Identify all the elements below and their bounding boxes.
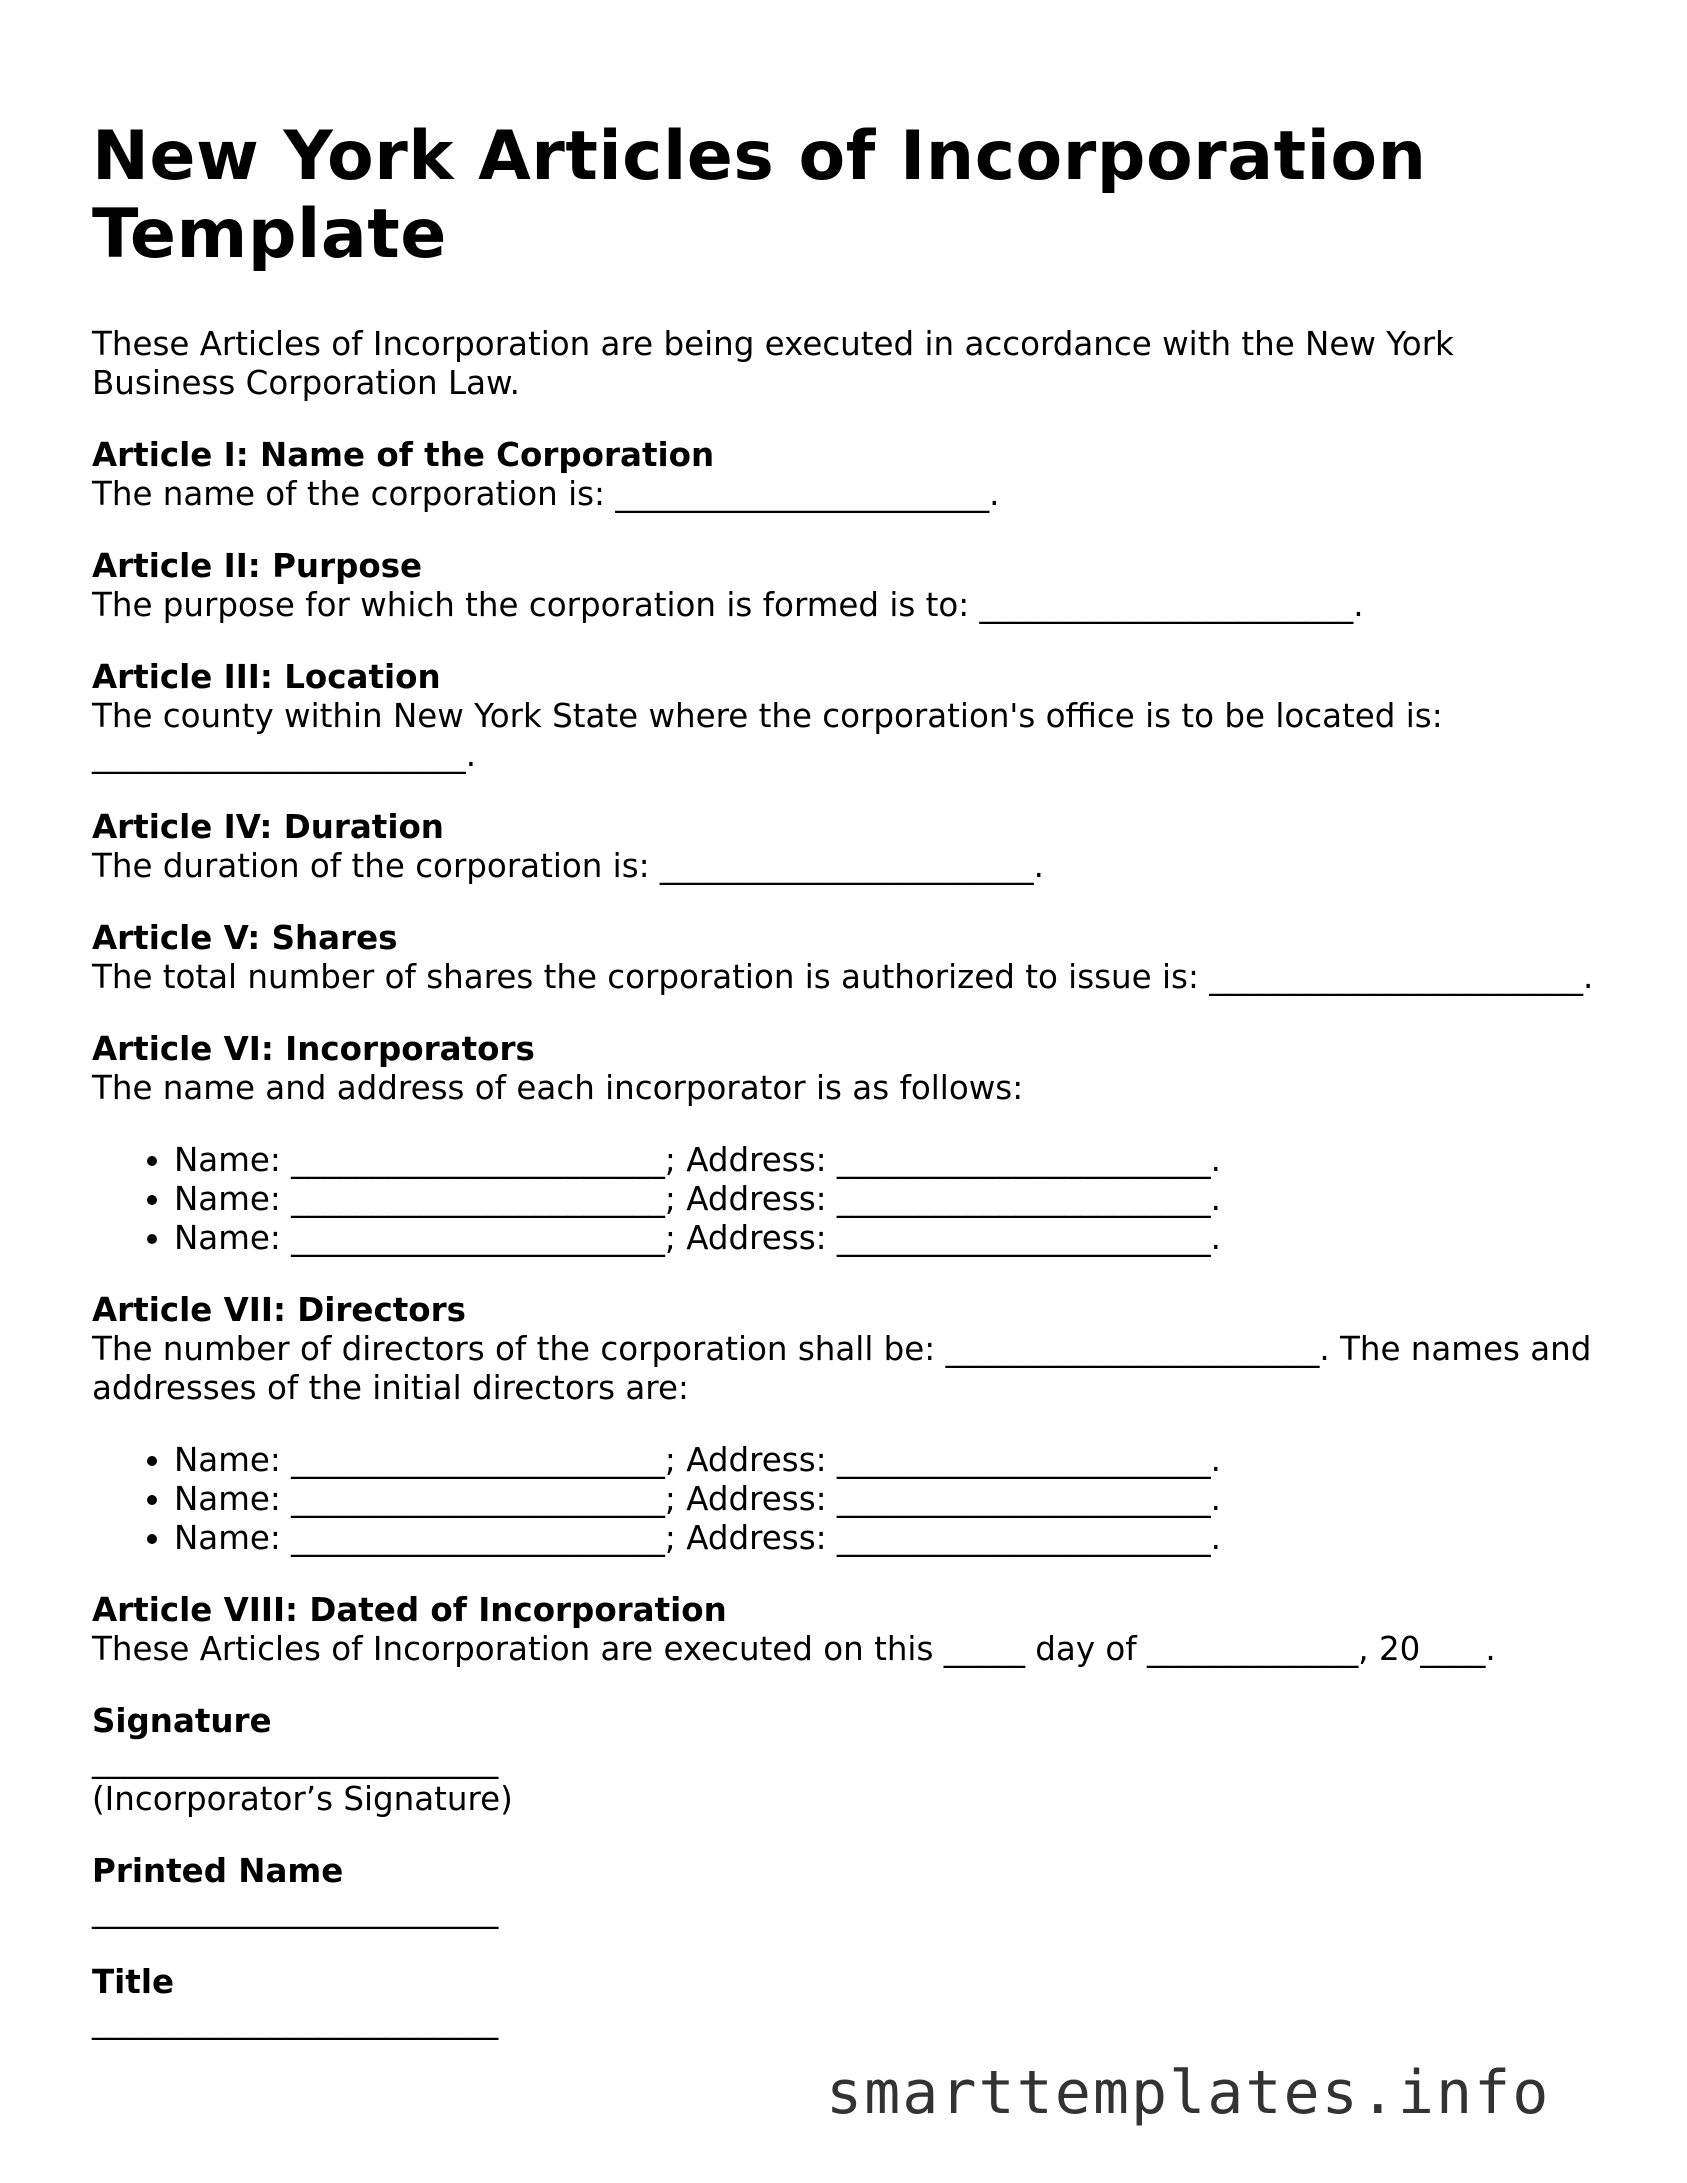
article-heading: Article VIII: Dated of Incorporation [92, 1591, 727, 1629]
document [92, 118, 1602, 2074]
article-7 [92, 1291, 1602, 1558]
incorporator-list [92, 1141, 1602, 1258]
article-text: The county within New York State where the corporation's office is to be located is: _______________________. [92, 697, 1443, 774]
article-text: The name and address of each incorporator is as follows: [92, 1069, 1024, 1107]
article-heading: Article I: Name of the Corporation [92, 436, 715, 474]
article-text: The duration of the corporation is: _______________________. [92, 847, 1045, 885]
article-heading: Article V: Shares [92, 919, 398, 957]
list-item: • Name: _______________________; Address: _______________________. [174, 1519, 1602, 1558]
printed-name-heading: Printed Name [92, 1852, 344, 1890]
article-3 [92, 658, 1602, 775]
article-text: The number of directors of the corporation shall be: _______________________. The names and addresses of the initial directors are: [92, 1330, 1592, 1407]
list-item: • Name: _______________________; Address: _______________________. [174, 1141, 1602, 1180]
article-text: The name of the corporation is: _______________________. [92, 475, 1000, 513]
list-item: • Name: _______________________; Address: _______________________. [174, 1480, 1602, 1519]
article-heading: Article VII: Directors [92, 1291, 466, 1329]
title-line: _________________________ [92, 2002, 499, 2040]
article-text: The purpose for which the corporation is formed is to: _______________________. [92, 586, 1364, 624]
printed-name-line: _________________________ [92, 1891, 499, 1929]
signature-caption: (Incorporator’s Signature) [92, 1780, 513, 1818]
article-heading: Article II: Purpose [92, 547, 423, 585]
article-5 [92, 919, 1602, 997]
document-title: New York Articles of Incorporation Template [92, 117, 1427, 274]
title-block [92, 1963, 1602, 2041]
list-item: • Name: _______________________; Address: _______________________. [174, 1441, 1602, 1480]
article-heading: Article III: Location [92, 658, 441, 696]
signature-line: _________________________ [92, 1741, 499, 1779]
article-text: These Articles of Incorporation are executed on this _____ day of _____________, 20____. [92, 1630, 1496, 1668]
director-list [92, 1441, 1602, 1558]
signature-block [92, 1702, 1602, 1819]
list-item: • Name: _______________________; Address: _______________________. [174, 1219, 1602, 1258]
list-item: • Name: _______________________; Address: _______________________. [174, 1180, 1602, 1219]
article-8 [92, 1591, 1602, 1669]
signature-heading: Signature [92, 1702, 272, 1740]
article-heading: Article IV: Duration [92, 808, 444, 846]
article-6 [92, 1030, 1602, 1258]
title-heading: Title [92, 1963, 175, 2001]
article-1 [92, 436, 1602, 514]
article-heading: Article VI: Incorporators [92, 1030, 535, 1068]
article-text: The total number of shares the corporation is authorized to issue is: _______________________. [92, 958, 1594, 996]
intro-paragraph: These Articles of Incorporation are being executed in accordance with the New York Business Corporation Law. [92, 325, 1454, 402]
printed-name-block [92, 1852, 1602, 1930]
watermark: smarttemplates.info [826, 2058, 1551, 2128]
article-4 [92, 808, 1602, 886]
article-2 [92, 547, 1602, 625]
